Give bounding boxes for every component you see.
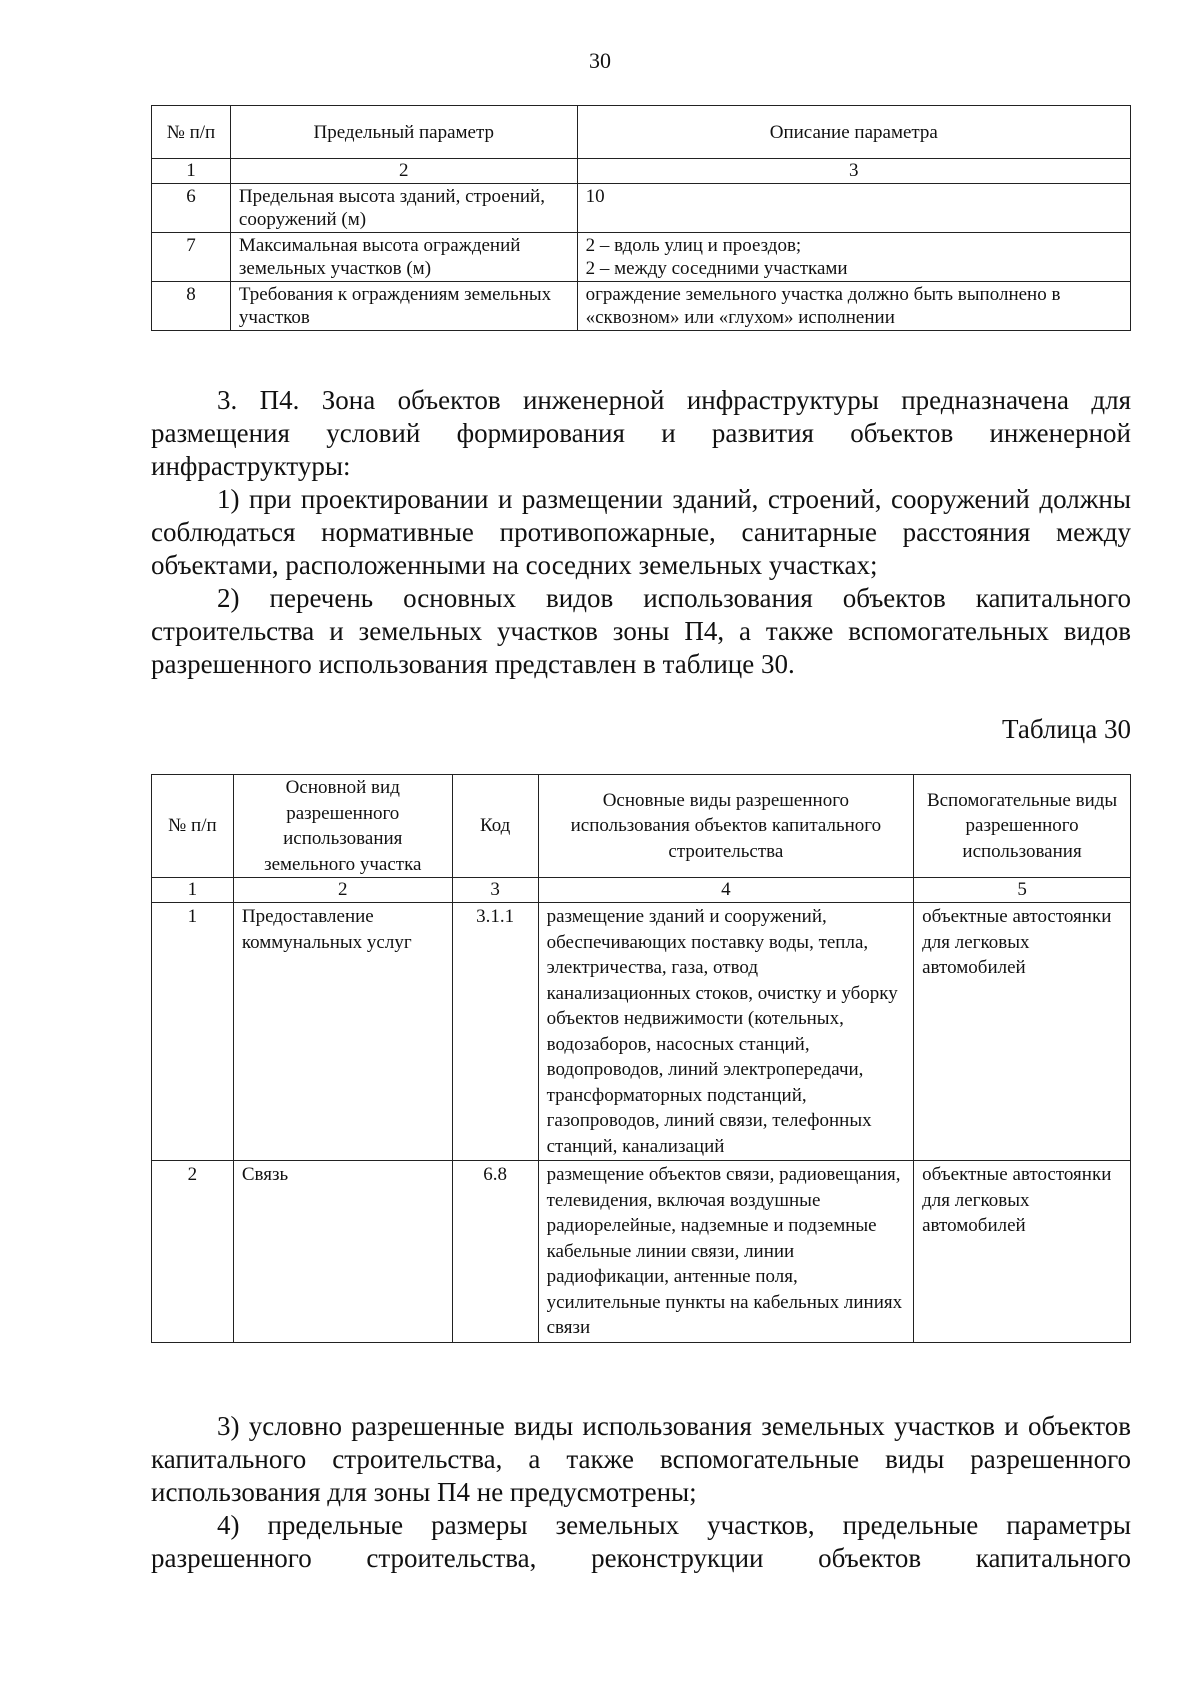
column-number: 2 xyxy=(233,878,452,903)
column-number: 4 xyxy=(538,878,914,903)
header-cell: Описание параметра xyxy=(577,106,1130,159)
header-cell: Код xyxy=(452,775,538,878)
header-cell: № п/п xyxy=(152,775,234,878)
description-cell: 10 xyxy=(577,184,1130,233)
header-cell: Вспомогательные виды разрешенного использования xyxy=(914,775,1131,878)
paragraph-item-4: 4) предельные размеры земельных участков, предельные параметры разрешенного строительства, реконструкции объектов капитального xyxy=(151,1510,1131,1573)
code-cell: 3.1.1 xyxy=(452,903,538,1161)
auxiliary-uses-cell: объектные автостоянки для легковых автомобилей xyxy=(914,1161,1131,1343)
main-uses-cell: размещение зданий и сооружений, обеспечивающих поставку воды, тепла, электричества, газа, отвод канализационных стоков, очистку и уборку объектов недвижимости (котельных, водозаборов, насосных станций, водопроводов, линий электропередачи, трансформаторных подстанций, газопроводов, линий связи, телефонных станций, канализаций xyxy=(538,903,914,1161)
header-cell: № п/п xyxy=(152,106,231,159)
paragraph-zone-p4: 3. П4. Зона объектов инженерной инфраструктуры предназначена для размещения условий формирования и развития объектов инженерной инфраструктуры: xyxy=(151,385,1131,481)
table-row xyxy=(152,282,1131,331)
table-row xyxy=(152,233,1131,282)
row-number: 2 xyxy=(152,1161,234,1343)
column-number: 5 xyxy=(914,878,1131,903)
row-number: 1 xyxy=(152,903,234,1161)
page-number: 30 xyxy=(589,48,611,73)
paragraph-item-3: 3) условно разрешенные виды использования земельных участков и объектов капитального строительства, а также вспомогательные виды разрешенного использования для зоны П4 не предусмотрены; xyxy=(151,1411,1131,1507)
column-numbering-row xyxy=(152,159,1131,184)
column-numbering-row xyxy=(152,878,1131,903)
column-number: 2 xyxy=(230,159,577,184)
description-cell xyxy=(577,233,1130,282)
description-line: 2 – между соседними участками xyxy=(585,258,848,279)
row-number: 7 xyxy=(152,233,231,282)
header-cell: Предельный параметр xyxy=(230,106,577,159)
table-caption: Таблица 30 xyxy=(1002,714,1131,744)
column-number: 1 xyxy=(152,159,231,184)
column-number: 3 xyxy=(577,159,1130,184)
column-number: 3 xyxy=(452,878,538,903)
header-cell: Основной вид разрешенного использования земельного участка xyxy=(233,775,452,878)
parameter-cell: Максимальная высота ограждений земельных участков (м) xyxy=(230,233,577,282)
paragraph-item-2: 2) перечень основных видов использования объектов капитального строительства и земельных участков зоны П4, а также вспомогательных видов разрешенного использования представлен в таблице 30. xyxy=(151,583,1131,679)
column-number: 1 xyxy=(152,878,234,903)
limit-parameters-table xyxy=(151,105,1131,331)
permitted-uses-table xyxy=(151,774,1131,1343)
use-kind-cell: Связь xyxy=(233,1161,452,1343)
code-cell: 6.8 xyxy=(452,1161,538,1343)
main-uses-cell: размещение объектов связи, радиовещания, телевидения, включая воздушные радиорелейные, надземные и подземные кабельные линии связи, линии радиофикации, антенные поля, усилительные пункты на кабельных линиях связи xyxy=(538,1161,914,1343)
auxiliary-uses-cell: объектные автостоянки для легковых автомобилей xyxy=(914,903,1131,1161)
table-row xyxy=(152,1161,1131,1343)
table-header-row xyxy=(152,106,1131,159)
use-kind-cell: Предоставление коммунальных услуг xyxy=(233,903,452,1161)
header-cell: Основные виды разрешенного использования объектов капитального строительства xyxy=(538,775,914,878)
row-number: 8 xyxy=(152,282,231,331)
row-number: 6 xyxy=(152,184,231,233)
table-header-row xyxy=(152,775,1131,878)
table-row xyxy=(152,903,1131,1161)
parameter-cell: Предельная высота зданий, строений, сооружений (м) xyxy=(230,184,577,233)
description-cell: ограждение земельного участка должно быть выполнено в «сквозном» или «глухом» исполнении xyxy=(577,282,1130,331)
description-line: 2 – вдоль улиц и проездов; xyxy=(585,235,802,256)
paragraph-item-1: 1) при проектировании и размещении зданий, строений, сооружений должны соблюдаться нормативные противопожарные, санитарные расстояния между объектами, расположенными на соседних земельных участках; xyxy=(151,484,1131,580)
parameter-cell: Требования к ограждениям земельных участков xyxy=(230,282,577,331)
table-row xyxy=(152,184,1131,233)
